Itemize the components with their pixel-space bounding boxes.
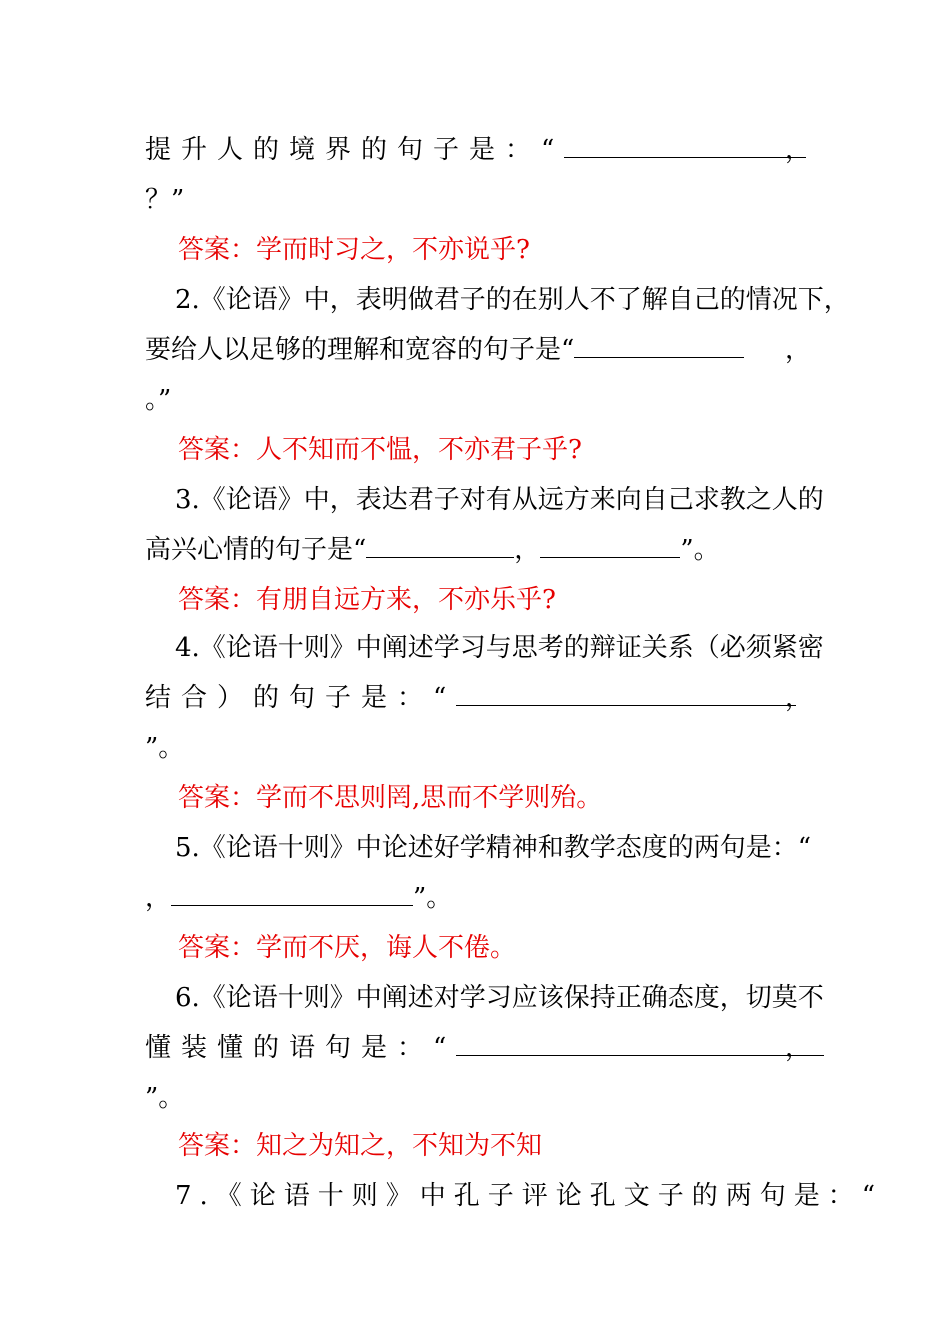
answer-5: 答案：学而不厌，诲人不倦。	[178, 933, 517, 963]
question-5-line-1: 5.《论语十则》中论述好学精神和教学态度的两句是：“	[175, 833, 812, 863]
answer-2: 答案：人不知而不愠，不亦君子乎?	[178, 435, 582, 465]
question-2-line-1: 2.《论语》中，表明做君子的在别人不了解自己的情况下，	[175, 285, 850, 315]
question-3-end: ”。	[680, 535, 720, 565]
blank-3b	[540, 531, 680, 558]
answer-1: 答案：学而时习之，不亦说乎?	[178, 235, 530, 265]
question-6-line-2	[145, 1028, 812, 1068]
question-4-line-1: 4.《论语十则》中阐述学习与思考的辩证关系（必须紧密	[175, 633, 824, 663]
blank-2	[574, 331, 744, 358]
answer-4: 答案：学而不思则罔,思而不学则殆。	[178, 783, 603, 813]
question-5-end: ”。	[413, 883, 453, 913]
blank-3a	[366, 531, 514, 558]
answer-6: 答案：知之为知之，不知为不知	[178, 1131, 543, 1161]
blank-5	[171, 879, 413, 906]
comma: ，	[514, 535, 541, 565]
blank-1	[564, 131, 806, 158]
question-3-line-2	[145, 530, 805, 570]
comma: ，	[785, 335, 812, 365]
question-1-line-1	[145, 130, 812, 170]
question-4-line-2	[145, 678, 812, 718]
blank-4	[456, 679, 796, 706]
question-2-line-3: 。”	[145, 385, 172, 415]
question-6-line-1: 6.《论语十则》中阐述对学习应该保持正确态度，切莫不	[175, 983, 824, 1013]
question-1-line-2	[145, 180, 805, 220]
question-2-line-2	[145, 330, 812, 370]
comma: ，	[785, 135, 812, 165]
comma: ，	[785, 683, 812, 713]
question-6-text: 懂装懂的语句是：“	[145, 1033, 457, 1063]
answer-3: 答案：有朋自远方来，不亦乐乎?	[178, 585, 556, 615]
question-5-line-2	[145, 878, 805, 918]
question-2-text: 要给人以足够的理解和宽容的句子是“	[145, 335, 575, 365]
question-3-line-1: 3.《论语》中，表达君子对有从远方来向自己求教之人的	[175, 485, 824, 515]
question-4-text: 结合）的句子是：“	[145, 683, 457, 713]
question-1-text: 提升人的境界的句子是：“	[145, 135, 565, 165]
question-4-line-3: ”。	[145, 733, 185, 763]
blank-6	[456, 1029, 824, 1056]
question-1-end: ？”	[145, 185, 185, 215]
question-6-line-3: ”。	[145, 1083, 185, 1113]
comma: ，	[145, 883, 172, 913]
question-7-line-1: 7.《论语十则》中孔子评论孔文子的两句是：“	[175, 1181, 884, 1211]
comma: ，	[785, 1033, 812, 1063]
question-3-text: 高兴心情的句子是“	[145, 535, 367, 565]
